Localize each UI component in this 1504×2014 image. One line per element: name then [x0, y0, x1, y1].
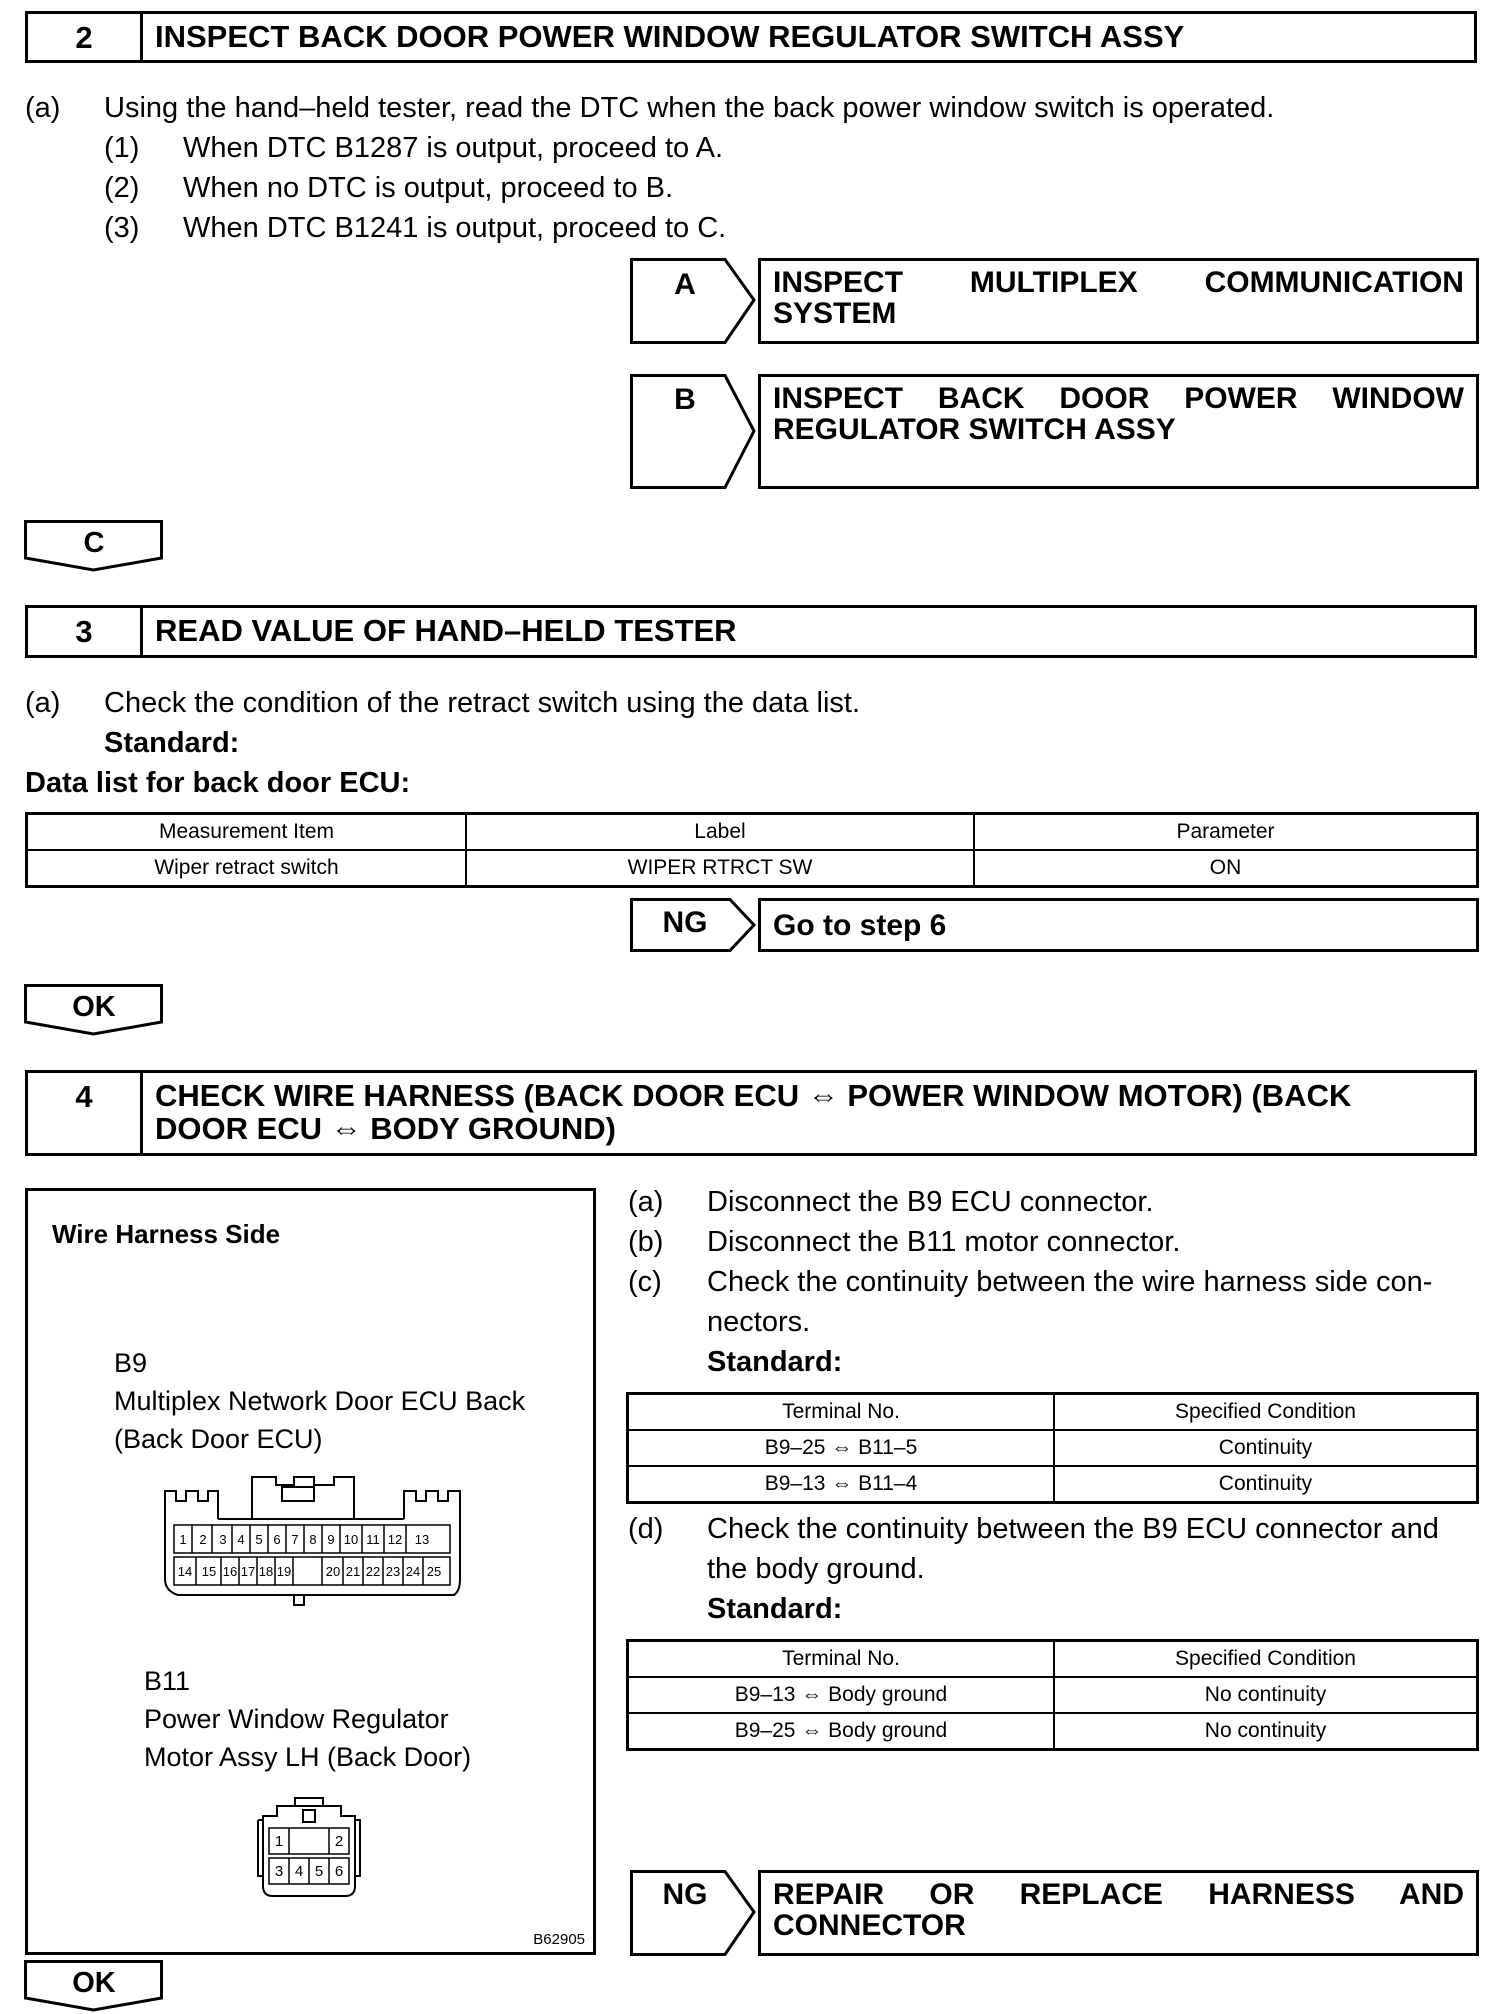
b9-name: (Back Door ECU)	[114, 1424, 323, 1454]
pin-label: 6	[273, 1532, 281, 1547]
pin-label: 11	[366, 1532, 380, 1547]
b11-name: Power Window Regulator	[144, 1704, 449, 1734]
subitem-text: When DTC B1241 is output, proceed to C.	[183, 212, 727, 244]
pin-label: 10	[343, 1532, 359, 1547]
step-number: 2	[28, 14, 143, 60]
result-line: INSPECT MULTIPLEX COMMUNICATION	[773, 266, 1464, 299]
step-title: READ VALUE OF HAND–HELD TESTER	[155, 613, 737, 648]
result-line: CONNECTOR	[773, 1909, 966, 1942]
pin-label: 2	[199, 1532, 207, 1547]
table-row	[628, 1713, 1478, 1750]
pin-label: 20	[325, 1564, 341, 1579]
pin-label: 25	[426, 1564, 442, 1579]
b11-name: Motor Assy LH (Back Door)	[144, 1742, 472, 1772]
pin-label: 3	[219, 1532, 227, 1547]
b11-pin-rows	[269, 1828, 349, 1884]
pin-label: 18	[258, 1564, 274, 1579]
item-text: Disconnect the B11 motor connector.	[707, 1226, 1181, 1258]
result-line: INSPECT BACK DOOR POWER WINDOW	[773, 382, 1464, 415]
table-header-row	[27, 814, 1478, 851]
pin-label: 16	[222, 1564, 238, 1579]
table-header: Label	[466, 814, 974, 851]
pin-label: 5	[255, 1532, 263, 1547]
pin-label: 1	[179, 1532, 187, 1547]
step-4-header	[25, 1070, 1477, 1156]
table-cell: Wiper retract switch	[27, 850, 467, 887]
branch-a-tag: A	[674, 268, 696, 301]
table-header: Terminal No.	[628, 1641, 1055, 1678]
b11-connector-diagram	[255, 1796, 365, 1901]
continue-c-tag: C	[83, 527, 105, 559]
step-3-header	[25, 605, 1477, 658]
pin-label: 6	[334, 1863, 344, 1880]
item-text: the body ground.	[707, 1553, 925, 1585]
subitem-label: (1)	[104, 132, 140, 164]
item-text: Check the condition of the retract switch using the data list.	[104, 687, 861, 719]
result-line: SYSTEM	[773, 297, 897, 330]
continuity-table-2	[626, 1639, 1479, 1751]
item-text: nectors.	[707, 1306, 811, 1338]
standard-label: Standard:	[104, 727, 240, 759]
table-header: Specified Condition	[1054, 1394, 1478, 1431]
subitem-text: When DTC B1287 is output, proceed to A.	[183, 132, 724, 164]
table-cell: WIPER RTRCT SW	[466, 850, 974, 887]
table-cell: Continuity	[1054, 1466, 1478, 1503]
pin-label: 13	[414, 1532, 430, 1547]
table-cell: B9–25 ⇔ B11–5	[628, 1430, 1055, 1466]
subitem-label: (2)	[104, 172, 140, 204]
table-header: Terminal No.	[628, 1394, 1055, 1431]
ng-result	[758, 1870, 1479, 1956]
b9-code: B9	[114, 1348, 148, 1378]
item-label: (a)	[25, 92, 61, 124]
ng-result: Go to step 6	[758, 898, 1479, 952]
pin-label: 14	[177, 1564, 193, 1579]
table-cell: ON	[974, 850, 1478, 887]
datalist-title: Data list for back door ECU:	[25, 767, 411, 799]
figure-id: B62905	[533, 1931, 585, 1948]
pin-label: 8	[309, 1532, 317, 1547]
table-header-row	[628, 1394, 1478, 1431]
standard-label: Standard:	[707, 1593, 843, 1625]
table-header: Measurement Item	[27, 814, 467, 851]
step-number: 4	[28, 1073, 143, 1153]
b9-name: Multiplex Network Door ECU Back	[114, 1386, 526, 1416]
step-number: 3	[28, 608, 143, 655]
table-row	[628, 1677, 1478, 1713]
item-label: (b)	[628, 1226, 664, 1258]
table-header: Specified Condition	[1054, 1641, 1478, 1678]
table-header-row	[628, 1641, 1478, 1678]
standard-label: Standard:	[707, 1346, 843, 1378]
branch-b-tag: B	[674, 383, 696, 416]
pin-label: 3	[274, 1863, 284, 1880]
pin-label: 4	[294, 1863, 304, 1880]
item-label: (a)	[25, 687, 61, 719]
step-title: CHECK WIRE HARNESS (BACK DOOR ECU ⇔ POWER WINDOW MOTOR) (BACK DOOR ECU ⇔ BODY GROUND)	[155, 1078, 1352, 1146]
pin-label: 1	[274, 1833, 284, 1850]
ok-tag: OK	[72, 991, 116, 1023]
pin-label: 22	[365, 1564, 381, 1579]
pin-label: 23	[385, 1564, 401, 1579]
ng-tag: NG	[662, 1878, 708, 1911]
step-title: INSPECT BACK DOOR POWER WINDOW REGULATOR SWITCH ASSY	[155, 19, 1185, 54]
b9-pin-row-top	[174, 1525, 450, 1553]
item-label: (d)	[628, 1513, 664, 1545]
branch-b-result	[758, 374, 1479, 489]
table-cell: No continuity	[1054, 1713, 1478, 1750]
step-2-header	[25, 11, 1477, 63]
figure-heading: Wire Harness Side	[52, 1219, 281, 1249]
item-text: Check the continuity between the wire harness side con-	[707, 1266, 1433, 1298]
b9-pin-row-bottom	[174, 1557, 450, 1585]
pin-label: 12	[387, 1532, 403, 1547]
table-cell: B9–13 ⇔ Body ground	[628, 1677, 1055, 1713]
subitem-label: (3)	[104, 212, 140, 244]
item-text: Check the continuity between the B9 ECU connector and	[707, 1513, 1439, 1545]
branch-a-result	[758, 258, 1479, 344]
connector-figure	[25, 1188, 596, 1955]
pin-label: 19	[276, 1564, 292, 1579]
table-header: Parameter	[974, 814, 1478, 851]
continuity-table-1	[626, 1392, 1479, 1504]
pin-label: 21	[345, 1564, 361, 1579]
b11-code: B11	[144, 1666, 191, 1696]
b9-connector-diagram	[164, 1471, 464, 1611]
item-label: (c)	[628, 1266, 662, 1298]
table-row	[27, 850, 1478, 887]
result-line: REGULATOR SWITCH ASSY	[773, 413, 1176, 446]
pin-label: 5	[314, 1863, 324, 1880]
result-line: REPAIR OR REPLACE HARNESS AND	[773, 1878, 1464, 1911]
table-cell: Continuity	[1054, 1430, 1478, 1466]
item-text: Disconnect the B9 ECU connector.	[707, 1186, 1154, 1218]
pin-label: 17	[240, 1564, 256, 1579]
data-list-table	[25, 812, 1479, 888]
item-label: (a)	[628, 1186, 664, 1218]
pin-label: 9	[327, 1532, 335, 1547]
pin-label: 2	[334, 1833, 344, 1850]
subitem-text: When no DTC is output, proceed to B.	[183, 172, 674, 204]
pin-label: 4	[237, 1532, 245, 1547]
pin-label: 24	[405, 1564, 421, 1579]
pin-label: 7	[291, 1532, 299, 1547]
table-row	[628, 1430, 1478, 1466]
item-text: Using the hand–held tester, read the DTC when the back power window switch is operated.	[104, 92, 1275, 124]
pin-label: 15	[201, 1564, 217, 1579]
table-cell: B9–25 ⇔ Body ground	[628, 1713, 1055, 1750]
ng-tag: NG	[662, 906, 708, 939]
ok-tag: OK	[72, 1967, 116, 1999]
table-cell: No continuity	[1054, 1677, 1478, 1713]
table-row	[628, 1466, 1478, 1503]
table-cell: B9–13 ⇔ B11–4	[628, 1466, 1055, 1503]
